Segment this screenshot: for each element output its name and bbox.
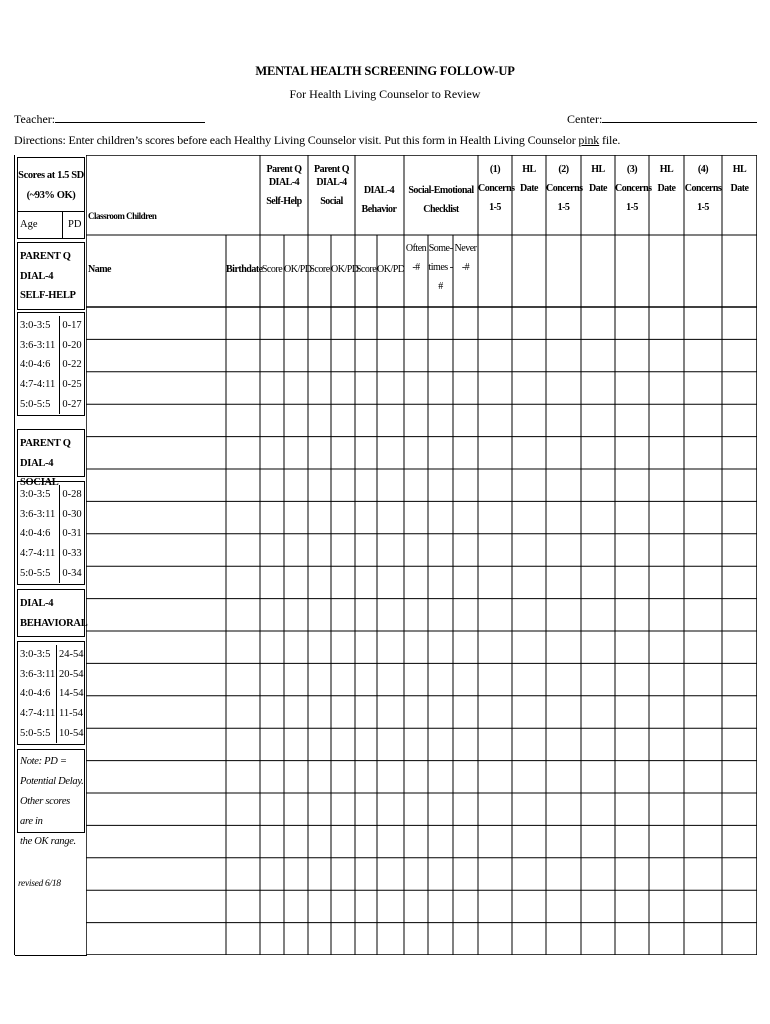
table-row-age: 4:7-4:11 <box>20 708 56 720</box>
concerns-4-num: (4) <box>697 164 709 175</box>
revised-label: revised 6/18 <box>18 879 61 889</box>
table-row-age: 4:0-4:6 <box>20 528 51 540</box>
never-header-1: Never <box>454 243 477 254</box>
table-row-age: 4:7-4:11 <box>20 379 56 391</box>
behavior-okpd-header: OK/PD <box>377 264 405 275</box>
social-title-2: DIAL-4 SOCIAL <box>20 457 59 489</box>
table-row-pd: 14-54 <box>56 684 84 704</box>
scores-heading-box <box>17 157 85 239</box>
hl-date-1-header <box>512 163 546 195</box>
table-row-age: 3:0-3:5 <box>20 489 51 501</box>
sometimes-header <box>428 242 453 293</box>
social-okpd-header: OK/PD <box>331 264 359 275</box>
concerns-3-header <box>615 163 652 214</box>
concerns-1-header <box>478 163 515 214</box>
hl-1-label: HL <box>522 164 536 175</box>
concerns-4-range: 1-5 <box>697 202 709 213</box>
concerns-3-label: Concerns <box>615 183 652 194</box>
social-score-header: Score <box>309 264 330 275</box>
hl-date-4-header <box>722 163 757 195</box>
revised-area <box>15 833 87 956</box>
table-row-age: 3:0-3:5 <box>20 320 51 332</box>
often-header-1: Often <box>405 243 427 254</box>
hl-2-label: HL <box>591 164 605 175</box>
sometimes-header-1: Some- <box>428 243 453 254</box>
table-row-pd: 0-22 <box>60 355 84 375</box>
sometimes-header-2: times - <box>428 262 453 273</box>
social-header-3: Social <box>320 196 343 207</box>
center-field[interactable] <box>567 111 757 127</box>
table-row-pd: 10-54 <box>56 723 84 743</box>
table-row-age: 4:7-4:11 <box>20 548 56 560</box>
selfhelp-header-3: Self-Help <box>266 196 302 207</box>
table-row-pd: 20-54 <box>56 665 84 685</box>
teacher-line[interactable] <box>55 111 205 123</box>
age-label: Age <box>20 219 38 230</box>
concerns-3-num: (3) <box>626 164 638 175</box>
behavioral-title-box <box>17 589 88 637</box>
selfhelp-okpd-header: OK/PD <box>284 264 312 275</box>
behavioral-title-1: DIAL-4 <box>20 598 54 609</box>
directions <box>14 133 620 148</box>
sec-header-1: Social-Emotional <box>408 185 474 196</box>
teacher-label: Teacher: <box>14 112 56 126</box>
never-header-2: -# <box>461 262 470 273</box>
table-row-pd: 0-17 <box>60 316 84 336</box>
table-row-age: 3:0-3:5 <box>20 649 51 661</box>
classroom-children-header: Classroom Children <box>88 211 157 221</box>
center-line[interactable] <box>602 111 757 123</box>
sec-header <box>404 184 478 216</box>
behavioral-title-2: BEHAVIORAL <box>20 617 88 629</box>
hl-3-label: HL <box>659 164 674 175</box>
often-header-2: -# <box>412 262 420 273</box>
table-row-pd: 0-20 <box>60 336 84 356</box>
reference-column <box>14 155 87 955</box>
note-line-2: Potential Delay. <box>20 776 84 787</box>
table-row-pd: 24-54 <box>56 645 84 665</box>
selfhelp-title-2: DIAL-4 <box>20 270 54 282</box>
social-title-box <box>17 429 85 489</box>
table-row-pd: 0-28 <box>60 485 84 505</box>
directions-text: Directions: Enter children’s scores before each Healthy Living Counselor visit. Put this form in Health Living Counselor <box>14 133 579 147</box>
table-row-age: 5:0-5:5 <box>20 727 51 739</box>
selfhelp-title-box <box>17 242 85 310</box>
date-4-label: Date <box>730 183 749 194</box>
table-row-age: 3:6-3:11 <box>20 668 56 680</box>
table-row-pd: 0-27 <box>60 394 84 414</box>
table-row-pd: 0-31 <box>60 524 84 544</box>
screening-grid[interactable] <box>86 155 757 955</box>
table-row-age: 5:0-5:5 <box>20 567 51 579</box>
date-3-label: Date <box>657 183 676 194</box>
table-row-pd: 0-33 <box>60 544 84 564</box>
social-header-2: DIAL-4 <box>316 177 347 188</box>
concerns-2-label: Concerns <box>546 183 583 194</box>
birthdate-header: Birthdate <box>226 264 263 275</box>
table-row-pd: 0-25 <box>60 375 84 395</box>
note-line-1: Note: PD = <box>20 756 67 767</box>
social-table-box <box>17 481 85 585</box>
sometimes-header-3: # <box>438 281 443 292</box>
concerns-2-num: (2) <box>558 164 569 175</box>
concerns-4-label: Concerns <box>684 183 722 194</box>
selfhelp-table-box <box>17 312 85 416</box>
note-line-3: Other scores are in <box>20 796 70 827</box>
social-header-1: Parent Q <box>314 164 349 175</box>
hl-4-label: HL <box>732 164 747 175</box>
note-box <box>17 749 85 847</box>
table-row-age: 3:6-3:11 <box>20 508 56 520</box>
concerns-2-range: 1-5 <box>557 202 570 213</box>
behavior-header-1: DIAL-4 <box>363 185 395 196</box>
directions-end: file. <box>599 133 621 147</box>
social-header <box>308 163 355 208</box>
hl-date-3-header <box>649 163 684 195</box>
concerns-3-range: 1-5 <box>626 202 638 213</box>
behavioral-table <box>18 645 84 743</box>
selfhelp-header-2: DIAL-4 <box>268 177 300 188</box>
sec-header-2: Checklist <box>423 204 459 215</box>
grid-lines <box>86 155 757 955</box>
social-title-1: PARENT Q <box>20 438 71 449</box>
hl-date-2-header <box>581 163 615 195</box>
concerns-4-header <box>684 163 722 214</box>
behavior-header-2: Behavior <box>361 204 397 215</box>
directions-pink: pink <box>578 133 600 147</box>
behavioral-table-box <box>17 641 85 745</box>
social-table <box>18 485 84 583</box>
scores-heading: Scores at 1.5 SD (~93% OK) <box>18 170 84 201</box>
table-row-age: 4:0-4:6 <box>20 688 51 700</box>
pd-label: PD <box>68 219 82 230</box>
concerns-1-num: (1) <box>489 164 501 175</box>
form-subtitle: For Health Living Counselor to Review <box>289 87 481 101</box>
selfhelp-title-3: SELF-HELP <box>20 290 76 302</box>
name-header: Name <box>88 264 111 275</box>
table-row-pd: 0-30 <box>60 505 84 525</box>
table-row-age: 5:0-5:5 <box>20 398 51 410</box>
table-row-pd: 0-34 <box>60 563 84 583</box>
date-1-label: Date <box>520 183 538 194</box>
selfhelp-header <box>260 163 308 208</box>
often-header <box>404 242 428 274</box>
concerns-1-range: 1-5 <box>489 202 501 213</box>
teacher-field[interactable] <box>14 111 205 127</box>
center-label: Center: <box>567 112 603 126</box>
form-title: MENTAL HEALTH SCREENING FOLLOW-UP <box>255 64 515 78</box>
behavior-score-header: Score <box>355 264 377 275</box>
selfhelp-title-1: PARENT Q <box>20 251 71 262</box>
selfhelp-table <box>18 316 84 414</box>
selfhelp-score-header: Score <box>261 264 283 275</box>
table-row-age: 3:6-3:11 <box>20 339 56 351</box>
selfhelp-header-1: Parent Q <box>266 164 302 175</box>
behavior-header <box>355 184 403 216</box>
concerns-2-header <box>546 163 581 214</box>
never-header <box>453 242 478 274</box>
table-row-pd: 11-54 <box>56 704 84 724</box>
concerns-1-label: Concerns <box>478 183 515 194</box>
table-row-age: 4:0-4:6 <box>20 359 51 371</box>
note-line-4: the OK range. <box>20 836 76 847</box>
date-2-label: Date <box>589 183 607 194</box>
